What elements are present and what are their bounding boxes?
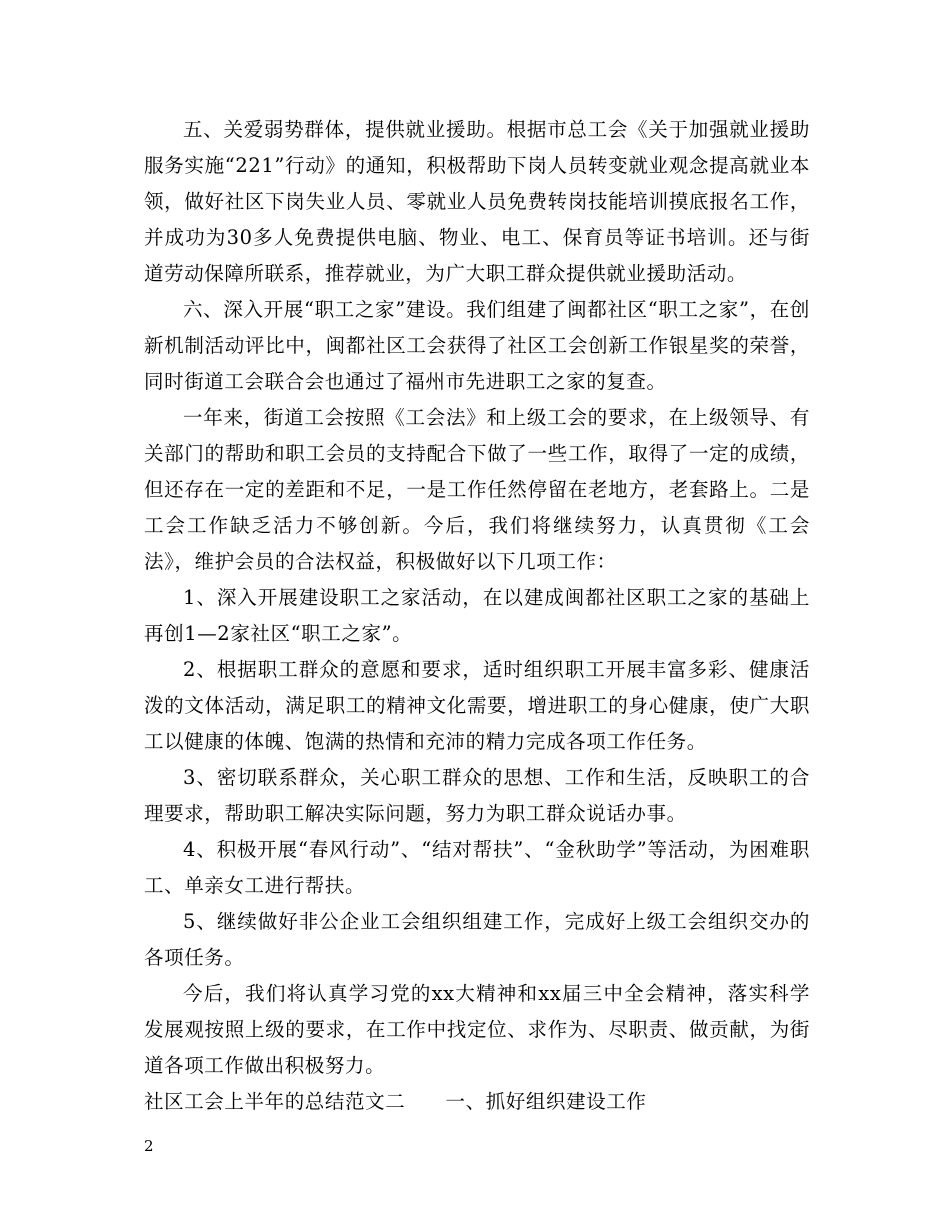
section-heading-line: 社区工会上半年的总结范文二 一、抓好组织建设工作	[144, 1090, 647, 1113]
paragraph-task-5: 5、继续做好非公企业工会组织组建工作，完成好上级工会组织交办的各项任务。	[144, 910, 810, 969]
document-body	[144, 112, 810, 1120]
paragraph-task-4: 4、积极开展“春风行动”、“结对帮扶”、“金秋助学”等活动，为困难职工、单亲女工进行帮扶。	[144, 838, 810, 897]
paragraph-future: 今后，我们将认真学习党的xx大精神和xx届三中全会精神，落实科学发展观按照上级的要求，在工作中找定位、求作为、尽职责、做贡献，为街道各项工作做出积极努力。	[144, 982, 810, 1077]
paragraph-year-summary: 一年来，街道工会按照《工会法》和上级工会的要求，在上级领导、有关部门的帮助和职工会员的支持配合下做了一些工作，取得了一定的成绩，但还存在一定的差距和不足，一是工作任然停留在老地方，老套路上。二是工会工作缺乏活力不够创新。今后，我们将继续努力，认真贯彻《工会法》，维护会员的合法权益，积极做好以下几项工作：	[144, 406, 810, 573]
page-number: 2	[144, 1137, 154, 1155]
paragraph-task-3: 3、密切联系群众，关心职工群众的思想、工作和生活，反映职工的合理要求，帮助职工解决实际问题，努力为职工群众说话办事。	[144, 766, 810, 825]
paragraph-workers-home: 六、深入开展“职工之家”建设。我们组建了闽都社区“职工之家”，在创新机制活动评比中，闽都社区工会获得了社区工会创新工作银星奖的荣誉，同时街道工会联合会也通过了福州市先进职工之家的复查。	[144, 298, 810, 393]
paragraph-task-1: 1、深入开展建设职工之家活动，在以建成闽都社区职工之家的基础上再创1—2家社区“职工之家”。	[144, 586, 810, 645]
paragraph-task-2: 2、根据职工群众的意愿和要求，适时组织职工开展丰富多彩、健康活泼的文体活动，满足职工的精神文化需要，增进职工的身心健康，使广大职工以健康的体魄、饱满的热情和充沛的精力完成各项工作任务。	[144, 658, 810, 753]
paragraph-employment-assistance: 五、关爱弱势群体，提供就业援助。根据市总工会《关于加强就业援助服务实施“221”行动》的通知，积极帮助下岗人员转变就业观念提高就业本领，做好社区下岗失业人员、零就业人员免费转岗技能培训摸底报名工作，并成功为30多人免费提供电脑、物业、电工、保育员等证书培训。还与街道劳动保障所联系，推荐就业，为广大职工群众提供就业援助活动。	[144, 118, 810, 285]
